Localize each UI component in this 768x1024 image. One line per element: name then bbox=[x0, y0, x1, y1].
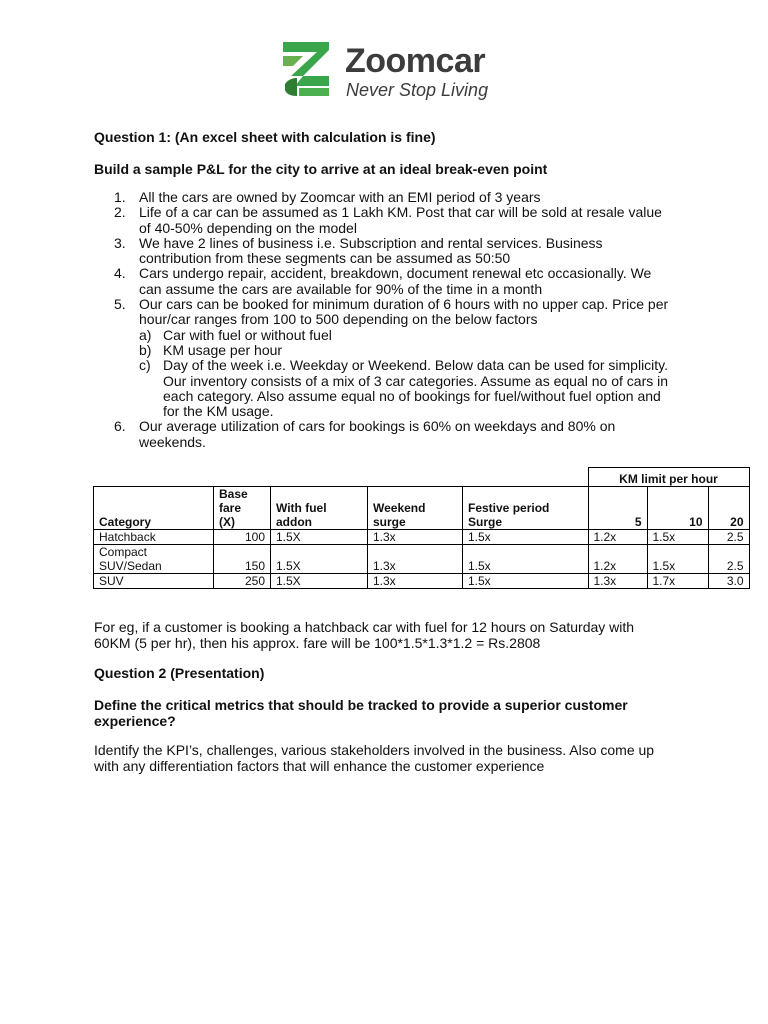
list-item: 2. Life of a car can be assumed as 1 Lakh KM. Post that car will be sold at resale value of 40-50% depending on the model bbox=[114, 204, 662, 236]
q1-subheading: Build a sample P&L for the city to arrive at an ideal break-even point bbox=[94, 161, 548, 177]
fare-table bbox=[93, 467, 750, 589]
brand-tagline: Never Stop Living bbox=[346, 80, 489, 100]
list-item: 5. Our cars can be booked for minimum duration of 6 hours with no upper cap. Price per hour/car ranges from 100 to 500 depending on the below factors a) Car with fuel or without fuel b) KM usage per hour c) Day of the week i.e. Weekday or Weekend. Below data can be used for simplicity. Our inventory consists of a mix of 3 car categories. Assume as equal no of cars in each category. Also assume equal no of bookings for fuel/without fuel option and for the KM usage. bbox=[94, 297, 674, 419]
col-fuel-addon: With fuel addon bbox=[271, 487, 368, 530]
sub-list-item: a) Car with fuel or without fuel bbox=[139, 326, 332, 343]
sub-list-item: b) KM usage per hour bbox=[139, 341, 283, 358]
requirements-list bbox=[94, 190, 674, 450]
list-item: 3. We have 2 lines of business i.e. Subscription and rental services. Business contribution from these segments can be assumed as 50:50 bbox=[114, 234, 603, 267]
table-row: Hatchback 100 1.5X 1.3x 1.5x 1.2x 1.5x 2.5 bbox=[94, 530, 750, 545]
q2-subheading: Define the critical metrics that should be tracked to provide a superior customer experience? bbox=[94, 697, 628, 729]
zoomcar-z-icon bbox=[283, 40, 331, 98]
col-km-20: 20 bbox=[708, 487, 749, 530]
km-limit-header: KM limit per hour bbox=[588, 468, 749, 487]
brand-name: Zoomcar bbox=[345, 42, 486, 80]
list-item: 1. All the cars are owned by Zoomcar with an EMI period of 3 years bbox=[114, 189, 541, 205]
sub-list-item: c) Day of the week i.e. Weekday or Weekend. Below data can be used for simplicity. Our inventory consists of a mix of 3 car categories. Assume as equal no of cars in each category. Also assume equal no of bookings for fuel/without fuel option and for the KM usage. bbox=[139, 357, 669, 420]
fare-example: For eg, if a customer is booking a hatchback car with fuel for 12 hours on Saturday with 60KM (5 per hr), then his approx. fare will be 100*1.5*1.3*1.2 = Rs.2808 bbox=[94, 619, 635, 651]
col-festive-surge: Festive period Surge bbox=[463, 487, 589, 530]
q1-heading: Question 1: (An excel sheet with calculation is fine) bbox=[94, 129, 436, 145]
col-category: Category bbox=[94, 487, 214, 530]
list-item: 4. Cars undergo repair, accident, breakdown, document renewal etc occasionally. We can assume the cars are available for 90% of the time in a month bbox=[114, 265, 652, 297]
table-row: Compact SUV/Sedan 150 1.5X 1.3x 1.5x 1.2x 1.5x 2.5 bbox=[94, 545, 750, 574]
pricing-factors-list bbox=[139, 328, 674, 420]
q2-body: Identify the KPI’s, challenges, various stakeholders involved in the business. Also come up with any differentiation factors that will enhance the customer experience bbox=[94, 742, 655, 774]
col-km-5: 5 bbox=[588, 487, 647, 530]
table-row: SUV 250 1.5X 1.3x 1.5x 1.3x 1.7x 3.0 bbox=[94, 574, 750, 589]
table-header-row bbox=[94, 487, 750, 530]
zoomcar-logo bbox=[283, 40, 493, 102]
col-weekend-surge: Weekend surge bbox=[368, 487, 463, 530]
col-km-10: 10 bbox=[647, 487, 708, 530]
list-item: 6. Our average utilization of cars for bookings is 60% on weekdays and 80% on weekends. bbox=[114, 418, 616, 450]
q2-heading: Question 2 (Presentation) bbox=[94, 665, 265, 681]
col-base-fare: Base fare (X) bbox=[214, 487, 271, 530]
